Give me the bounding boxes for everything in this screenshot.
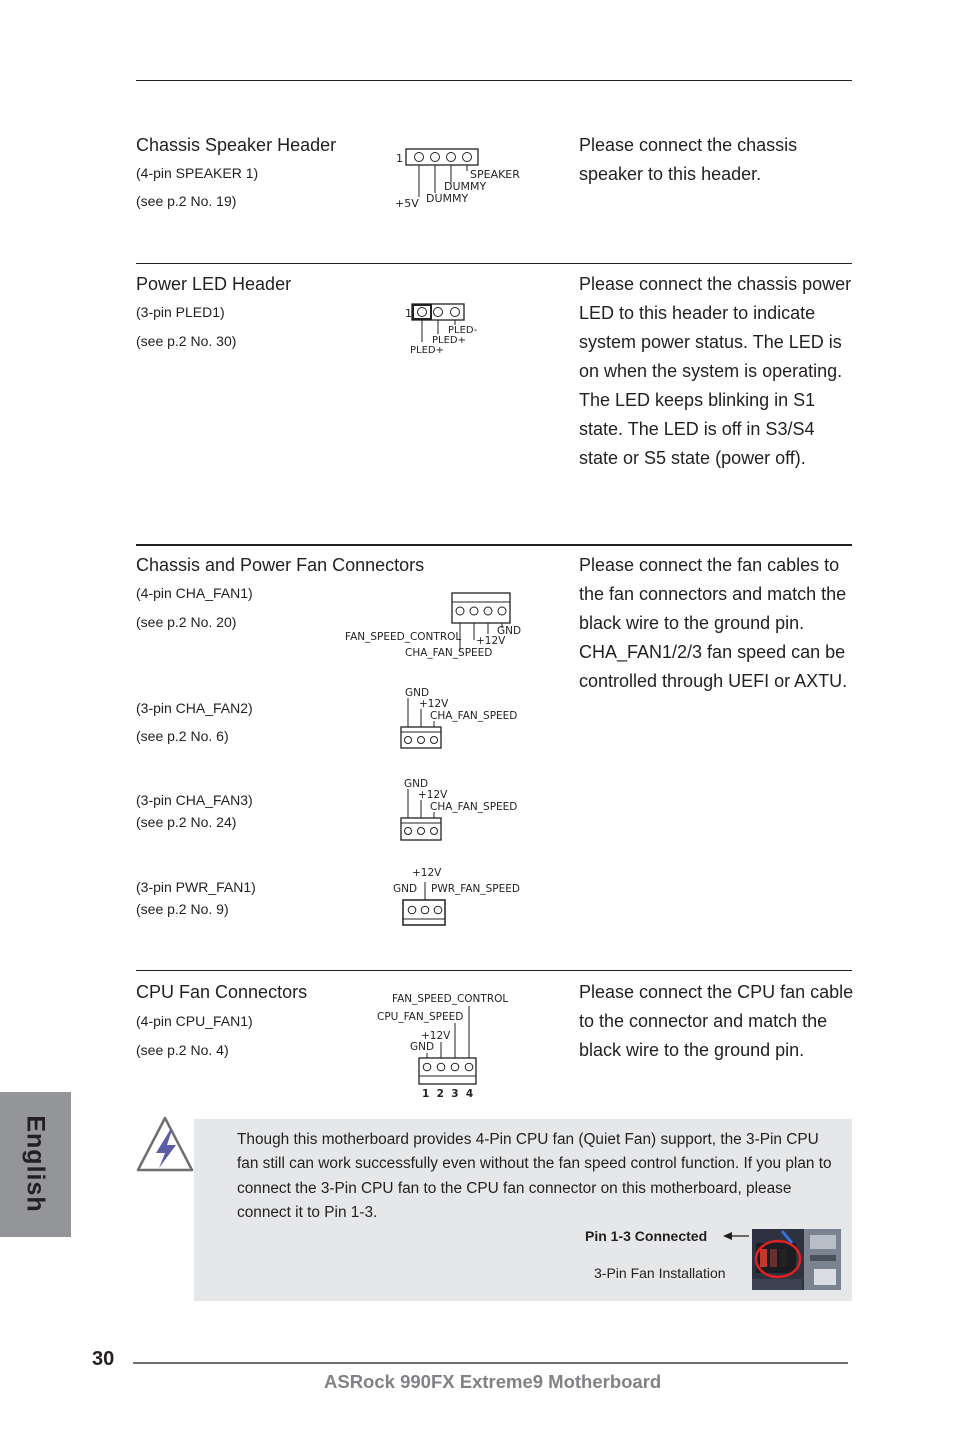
cha-fan3-ref: (see p.2 No. 24) <box>136 814 237 830</box>
cha-fan-speed-label: CHA_FAN_SPEED <box>430 801 518 813</box>
cha-fan2-pin: (3-pin CHA_FAN2) <box>136 700 253 716</box>
cpu-fan-note: Though this motherboard provides 4-Pin CPU fan (Quiet Fan) support, the 3-Pin CPU fan still can work successfully even without the fan speed control function. If you plan to connect the 3-Pin CPU fan to the CPU fan connector on this motherboard, please connect it to Pin 1-3. <box>237 1131 832 1221</box>
cha-fan-speed-label: CHA_FAN_SPEED <box>405 647 493 659</box>
cha-fan2-ref: (see p.2 No. 6) <box>136 728 229 744</box>
fan-installation-photo <box>752 1229 841 1290</box>
speaker-label: SPEAKER <box>470 168 520 181</box>
pin1-label: 1 <box>396 152 403 165</box>
pin-connected-label: Pin 1-3 Connected <box>585 1228 708 1244</box>
pwr-fan1-ref: (see p.2 No. 9) <box>136 901 229 917</box>
cpu-fan-title: CPU Fan Connectors <box>136 982 308 1002</box>
power-led-ref: (see p.2 No. 30) <box>136 333 237 349</box>
arrow-left-icon <box>721 1229 751 1243</box>
cha-fan1-diagram <box>340 590 530 665</box>
power-led-description: Please connect the chassis power LED to this header to indicate system power status. The LED is on when the system is operating. The LED keeps blinking in S1 state. The LED is off in S3/S4 state or S5 state (power off). <box>579 274 852 468</box>
language-tab <box>0 1092 71 1237</box>
12v-label: +12V <box>421 1030 451 1042</box>
cpu-fan1-pin: (4-pin CPU_FAN1) <box>136 1013 253 1029</box>
5v-label: +5V <box>395 197 419 210</box>
speaker-header-description: Please connect the chassis speaker to this header. <box>579 135 798 184</box>
fan-installation-label: 3-Pin Fan Installation <box>594 1265 726 1281</box>
cha-fan2-diagram <box>395 683 525 753</box>
language-tab-label: English <box>21 1115 50 1213</box>
section-rule-2 <box>136 544 852 546</box>
12v-label: +12V <box>418 789 448 801</box>
pled-plus-label-1: PLED+ <box>432 335 466 346</box>
cpu-fan-diagram <box>372 988 522 1103</box>
cha-fan-speed-label: CHA_FAN_SPEED <box>430 710 518 722</box>
cha-fan3-pin: (3-pin CHA_FAN3) <box>136 792 253 808</box>
power-led-diagram <box>400 300 510 360</box>
12v-label: +12V <box>419 698 449 710</box>
gnd-label: GND <box>404 778 429 790</box>
top-rule <box>136 80 852 81</box>
power-led-title: Power LED Header <box>136 274 292 294</box>
fan-speed-control-label: FAN_SPEED_CONTROL <box>392 993 509 1005</box>
cha-fan1-pin: (4-pin CHA_FAN1) <box>136 585 253 601</box>
speaker-header-ref: (see p.2 No. 19) <box>136 193 237 209</box>
speaker-header-diagram <box>390 145 540 215</box>
page-number: 30 <box>92 1348 115 1370</box>
gnd-label: GND <box>497 625 522 637</box>
dummy-label-1: DUMMY <box>444 180 487 193</box>
section-rule-1 <box>136 263 852 264</box>
pin-numbers: 1 2 3 4 <box>422 1088 474 1100</box>
pin1-label: 1 <box>405 307 412 320</box>
dummy-label-2: DUMMY <box>426 192 469 205</box>
pled-minus-label: PLED- <box>448 325 478 336</box>
power-led-pin: (3-pin PLED1) <box>136 304 225 320</box>
pled-plus-label-2: PLED+ <box>410 345 444 356</box>
section-rule-3 <box>136 970 852 971</box>
speaker-header-pin: (4-pin SPEAKER 1) <box>136 165 259 181</box>
pwr-fan1-pin: (3-pin PWR_FAN1) <box>136 879 256 895</box>
fan-speed-control-label: FAN_SPEED_CONTROL <box>345 631 462 643</box>
cha-fan1-ref: (see p.2 No. 20) <box>136 614 237 630</box>
cpu-fan-speed-label: CPU_FAN_SPEED <box>377 1011 464 1023</box>
speaker-header-title: Chassis Speaker Header <box>136 135 337 155</box>
warning-icon <box>134 1114 196 1176</box>
12v-label: +12V <box>476 635 506 647</box>
cpu-fan1-ref: (see p.2 No. 4) <box>136 1042 229 1058</box>
pwr-fan-speed-label: PWR_FAN_SPEED <box>431 883 520 895</box>
product-name: ASRock 990FX Extreme9 Motherboard <box>324 1371 662 1392</box>
gnd-label: GND <box>405 687 430 699</box>
cpu-fan-description: Please connect the CPU fan cable to the connector and match the black wire to the ground pin. <box>579 982 854 1060</box>
cha-fan3-diagram <box>395 773 525 845</box>
gnd-label: GND <box>393 883 418 895</box>
fan-connectors-title: Chassis and Power Fan Connectors <box>136 555 425 575</box>
pwr-fan1-diagram <box>390 864 530 932</box>
fan-connectors-description: Please connect the fan cables to the fan connectors and match the black wire to the ground pin. CHA_FAN1/2/3 fan speed can be controlled through UEFI or AXTU. <box>579 555 848 691</box>
gnd-label: GND <box>410 1041 435 1053</box>
footer-rule <box>133 1362 848 1364</box>
12v-label: +12V <box>412 867 442 879</box>
